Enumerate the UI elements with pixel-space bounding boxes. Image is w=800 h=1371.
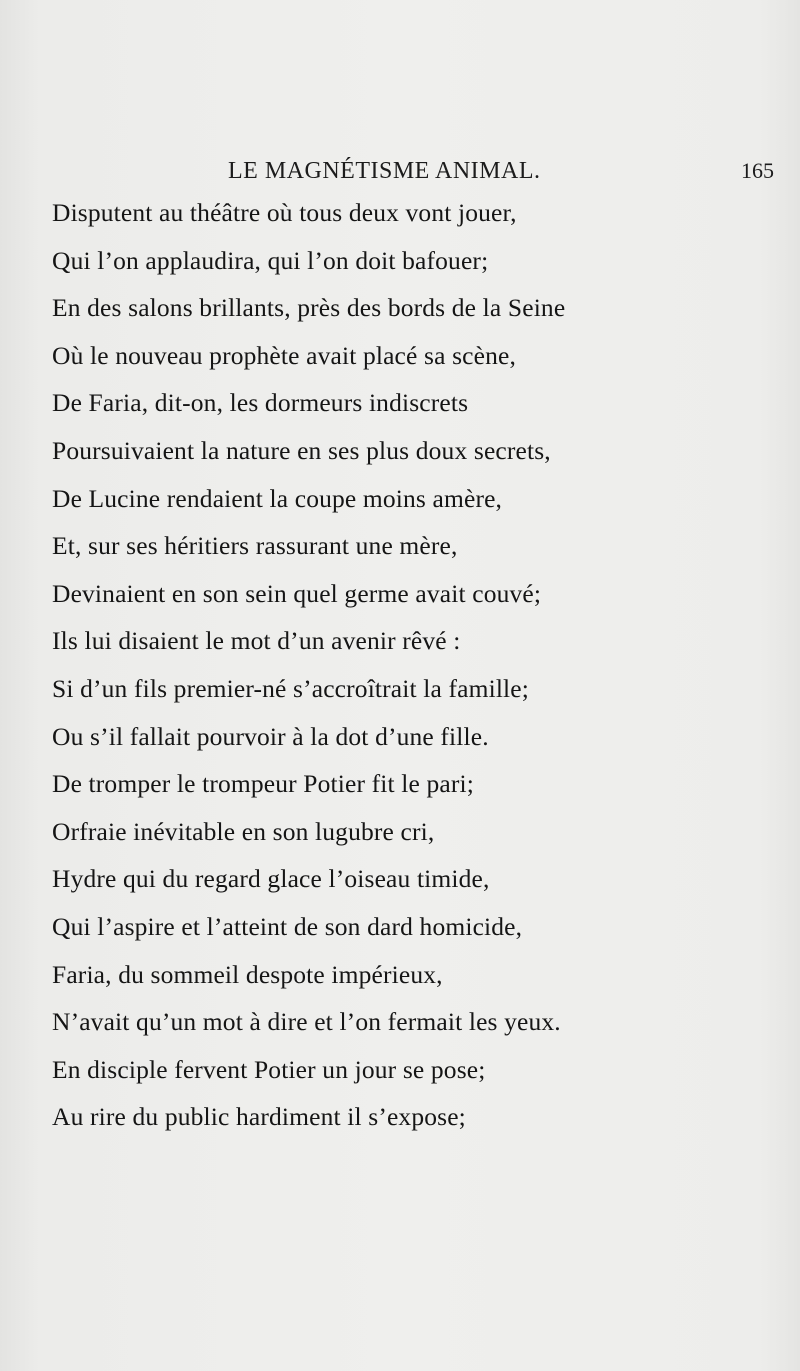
verse-line: Hydre qui du regard glace l’oiseau timide, xyxy=(52,864,490,894)
page-number: 165 xyxy=(741,158,774,183)
verse-line: Poursuivaient la nature en ses plus doux secrets, xyxy=(52,435,551,465)
verse-line: Et, sur ses héritiers rassurant une mère, xyxy=(52,531,458,561)
verse-line: Faria, du sommeil despote impérieux, xyxy=(52,959,443,989)
verse-line: Qui l’on applaudira, qui l’on doit bafouer; xyxy=(52,245,489,275)
verse-line: N’avait qu’un mot à dire et l’on fermait les yeux. xyxy=(52,1007,561,1037)
verse-line: De Faria, dit-on, les dormeurs indiscrets xyxy=(52,388,469,418)
verse-line: Qui l’aspire et l’atteint de son dard homicide, xyxy=(52,911,523,941)
verse-line: Devinaient en son sein quel germe avait couvé; xyxy=(52,578,542,608)
running-title: LE MAGNÉTISME ANIMAL. xyxy=(228,158,541,184)
verse-line: Si d’un fils premier-né s’accroîtrait la famille; xyxy=(52,673,529,703)
verse-line: En disciple fervent Potier un jour se pose; xyxy=(52,1054,486,1084)
verse-line: Ou s’il fallait pourvoir à la dot d’une fille. xyxy=(52,721,489,751)
poem-verses xyxy=(52,189,772,1141)
verse-line: Au rire du public hardiment il s’expose; xyxy=(52,1102,466,1132)
verse-line: De Lucine rendaient la coupe moins amère, xyxy=(52,483,503,513)
verse-line: Disputent au théâtre où tous deux vont jouer, xyxy=(52,198,517,227)
verse-line: Orfraie inévitable en son lugubre cri, xyxy=(52,816,435,846)
verse-line: En des salons brillants, près des bords de la Seine xyxy=(52,293,566,323)
verse-line: De tromper le trompeur Potier fit le pari; xyxy=(52,769,474,799)
verse-line: Ils lui disaient le mot d’un avenir rêvé : xyxy=(52,626,461,656)
verse-line: Où le nouveau prophète avait placé sa scène, xyxy=(52,340,516,370)
